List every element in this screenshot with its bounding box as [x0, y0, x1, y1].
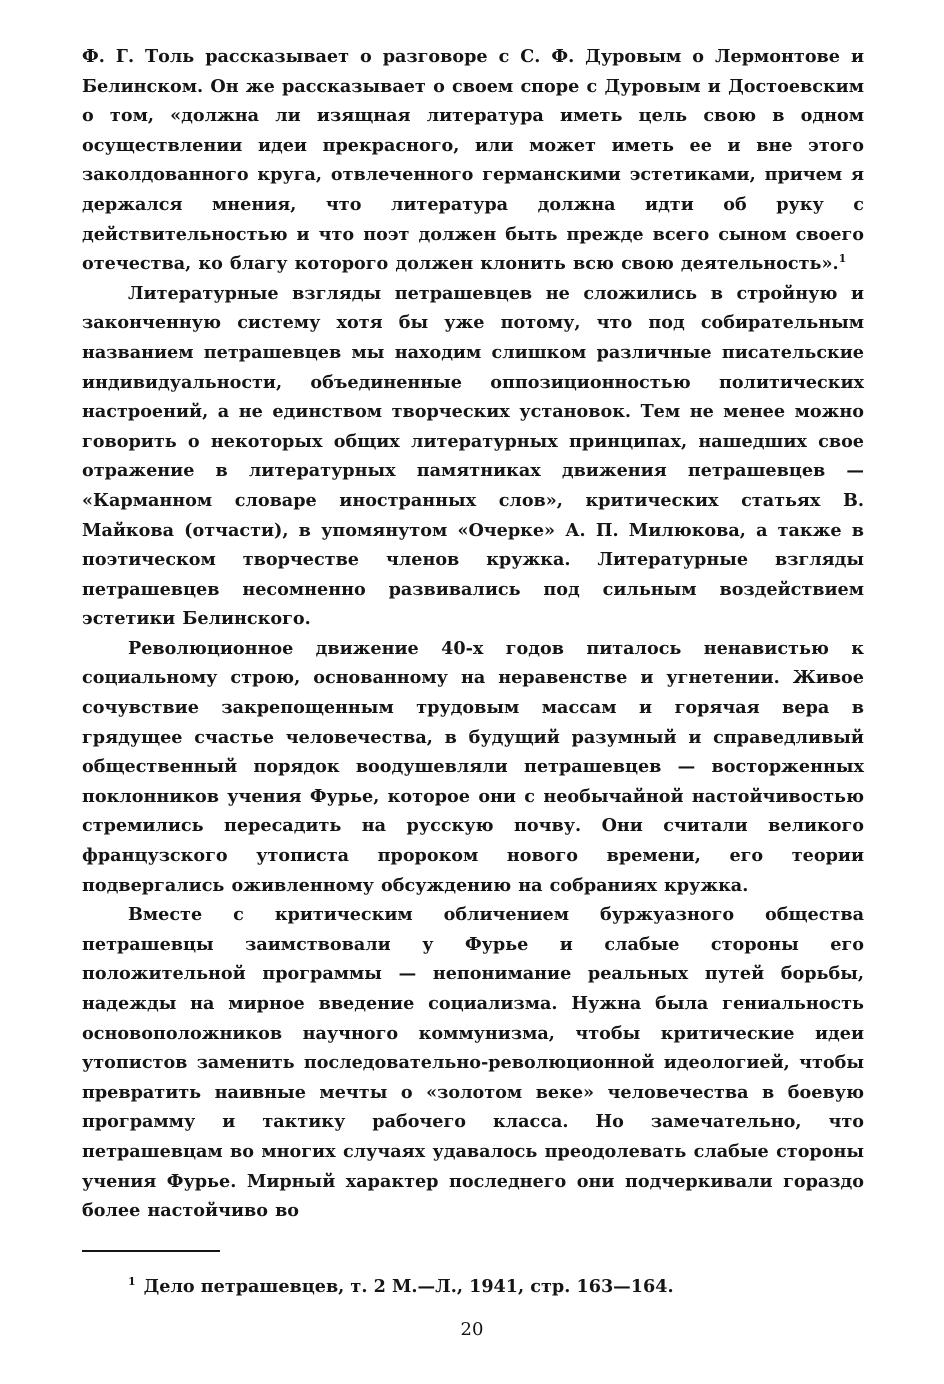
paragraph-1-text: Ф. Г. Толь рассказывает о разговоре с С. Ф. Дуровым о Лермонтове и Белинском. Он же рассказывает о своем споре с Дуровым и Достоевским о том, «должна ли изящная литература иметь цель свою в одном осуществлении идеи прекрасного, или может иметь ее и вне этого заколдованного круга, отвлеченного германскими эстетиками, причем я держался мнения, что литература должна идти об руку с действительностью и что поэт должен быть прежде всего сыном своего отечества, ко благу которого должен клонить всю свою деятельность». [82, 46, 864, 275]
footnote-reference[interactable]: 1 [838, 252, 847, 266]
footnote-divider [82, 1250, 220, 1252]
page-body [82, 42, 864, 1226]
paragraph-1 [82, 42, 864, 279]
paragraph-4: Вместе с критическим обличением буржуазного общества петрашевцы заимствовали у Фурье и слабые стороны его положительной программы — непонимание реальных путей борьбы, надежды на мирное введение социализма. Нужна была гениальность основоположников научного коммунизма, чтобы критические идеи утопистов заменить последовательно-революционной идеологией, чтобы превратить наивные мечты о «золотом веке» человечества в боевую программу и тактику рабочего класса. Но замечательно, что петрашевцам во многих случаях удавалось преодолевать слабые стороны учения Фурье. Мирный характер последнего они подчеркивали гораздо более настойчиво во [82, 904, 864, 1222]
footnote-text: Дело петрашевцев, т. 2 М.—Л., 1941, стр. 163—164. [143, 1276, 674, 1297]
footnote-mark: 1 [128, 1275, 136, 1289]
paragraph-2: Литературные взгляды петрашевцев не сложились в стройную и законченную систему хотя бы уже потому, что под собирательным названием петрашевцев мы находим слишком различные писательские индивидуальности, объединенные оппозиционностью политических настроений, а не единством творческих установок. Тем не менее можно говорить о некоторых общих литературных принципах, нашедших свое отражение в литературных памятниках движения петрашевцев — «Карманном словаре иностранных слов», критических статьях В. Майкова (отчасти), в упомянутом «Очерке» А. П. Милюкова, а также в поэтическом творчестве членов кружка. Литературные взгляды петрашевцев несомненно развивались под сильным воздействием эстетики Белинского. [82, 282, 864, 630]
paragraph-3: Революционное движение 40-х годов питалось ненавистью к социальному строю, основанному на неравенстве и угнетении. Живое сочувствие закрепощенным трудовым массам и горячая вера в грядущее счастье человечества, в будущий разумный и справедливый общественный порядок воодушевляли петрашевцев — восторженных поклонников учения Фурье, которое они с необычайной настойчивостью стремились пересадить на русскую почву. Они считали великого французского утописта пророком нового времени, его теории подвергались оживленному обсуждению на собраниях кружка. [82, 637, 864, 896]
page-number: 20 [460, 1319, 484, 1340]
footnote [128, 1272, 868, 1302]
